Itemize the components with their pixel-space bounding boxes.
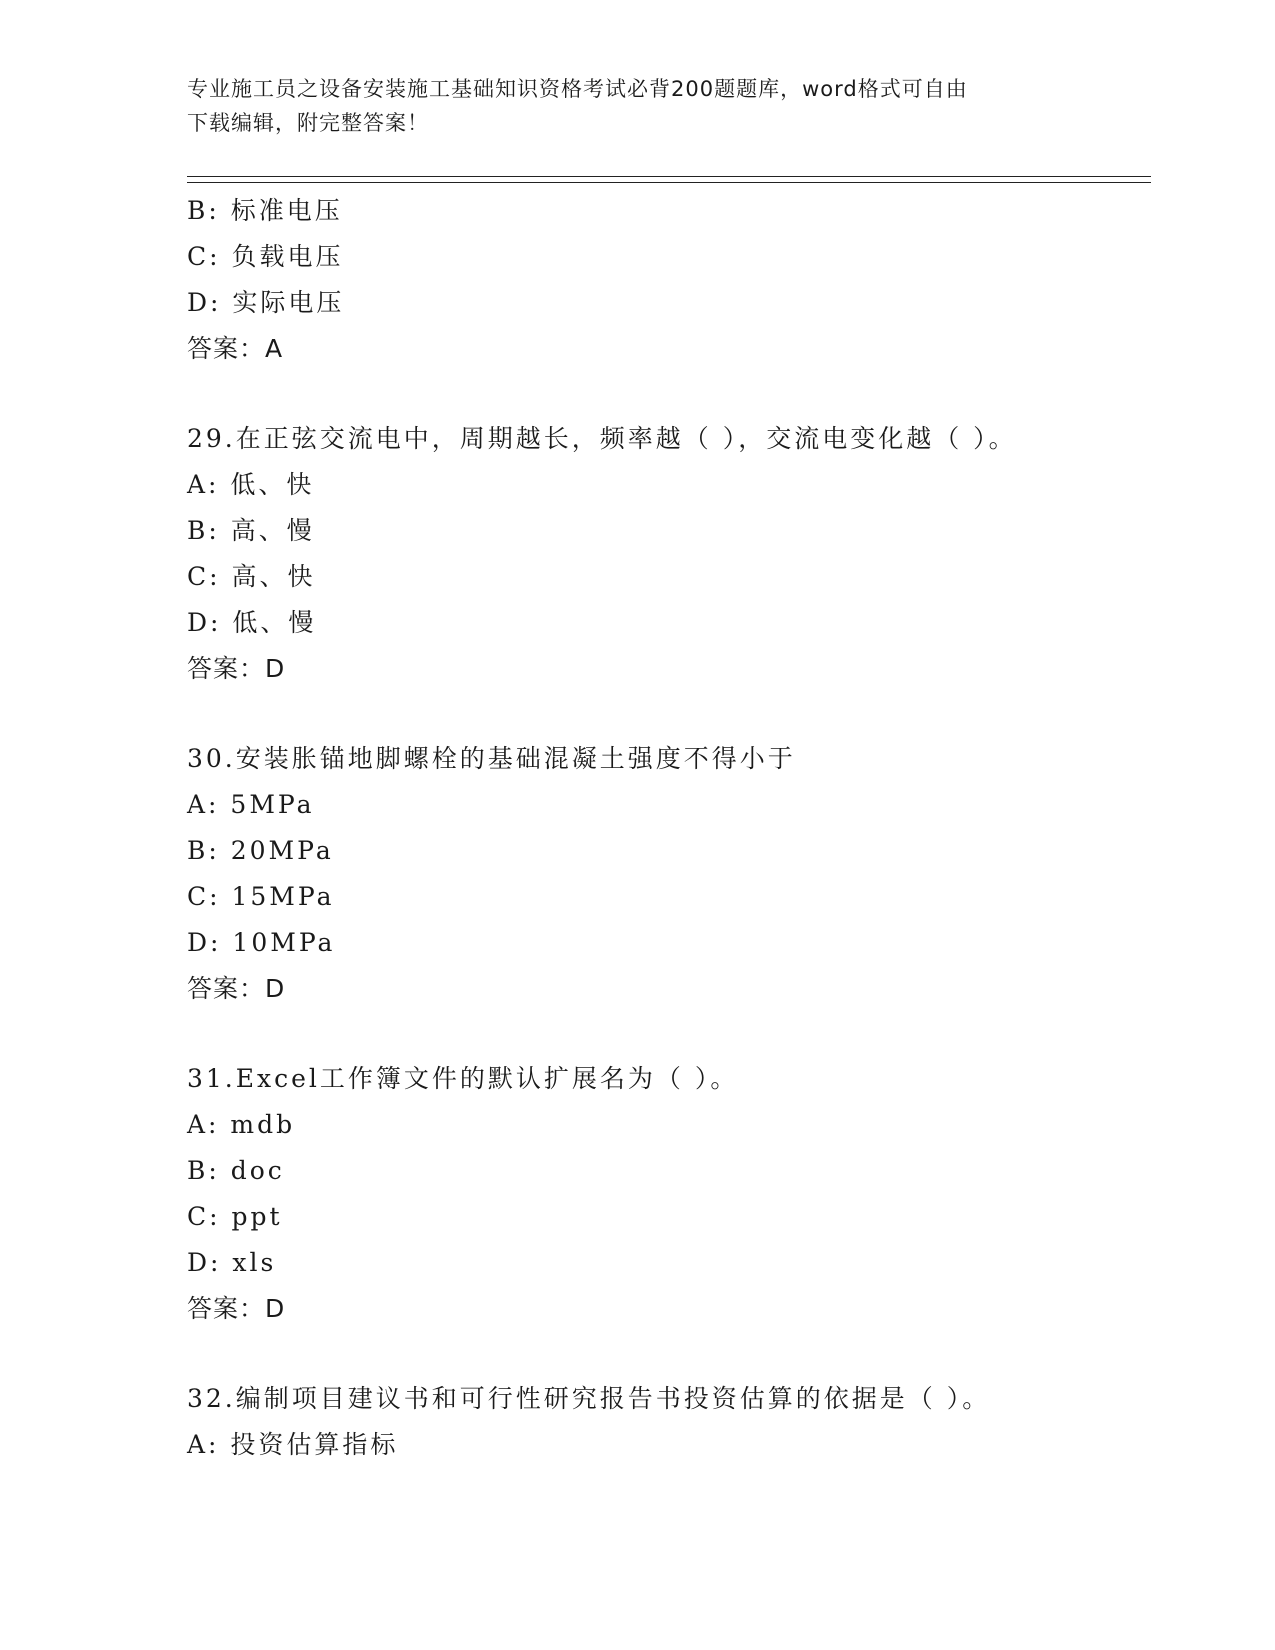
option-c: C: 负载电压 bbox=[187, 242, 344, 271]
header-rule-top bbox=[187, 176, 1151, 177]
answer-line: 答案：D bbox=[187, 1294, 286, 1323]
option-b: B: 标准电压 bbox=[187, 196, 343, 225]
option-c: C: ppt bbox=[187, 1202, 283, 1231]
question-29: 29.在正弦交流电中，周期越长，频率越（ ），交流电变化越（ ）。 bbox=[187, 424, 1017, 453]
option-a: A: 低、快 bbox=[187, 470, 315, 499]
option-b: B: 高、慢 bbox=[187, 516, 315, 545]
option-b: B: doc bbox=[187, 1156, 285, 1185]
document-header bbox=[187, 72, 1067, 140]
option-d: D: 低、慢 bbox=[187, 608, 317, 637]
option-d: D: xls bbox=[187, 1248, 277, 1277]
option-b: B: 20MPa bbox=[187, 836, 334, 865]
header-line-2: 下载编辑，附完整答案！ bbox=[187, 111, 429, 135]
question-list bbox=[187, 188, 1147, 1468]
question-31: 31.Excel工作簿文件的默认扩展名为（ ）。 bbox=[187, 1064, 739, 1093]
option-a: A: 5MPa bbox=[187, 790, 315, 819]
answer-line: 答案：D bbox=[187, 654, 286, 683]
question-30: 30.安装胀锚地脚螺栓的基础混凝土强度不得小于 bbox=[187, 744, 796, 773]
question-32: 32.编制项目建议书和可行性研究报告书投资估算的依据是（ ）。 bbox=[187, 1384, 991, 1413]
option-d: D: 10MPa bbox=[187, 928, 336, 957]
option-a: A: 投资估算指标 bbox=[187, 1430, 399, 1459]
option-c: C: 高、快 bbox=[187, 562, 316, 591]
header-rule-bottom bbox=[187, 182, 1151, 183]
answer-line: 答案：A bbox=[187, 334, 284, 363]
option-a: A: mdb bbox=[187, 1110, 296, 1139]
option-c: C: 15MPa bbox=[187, 882, 335, 911]
header-line-1: 专业施工员之设备安装施工基础知识资格考试必背200题题库，word格式可自由 bbox=[187, 77, 968, 101]
option-d: D: 实际电压 bbox=[187, 288, 345, 317]
answer-line: 答案：D bbox=[187, 974, 286, 1003]
